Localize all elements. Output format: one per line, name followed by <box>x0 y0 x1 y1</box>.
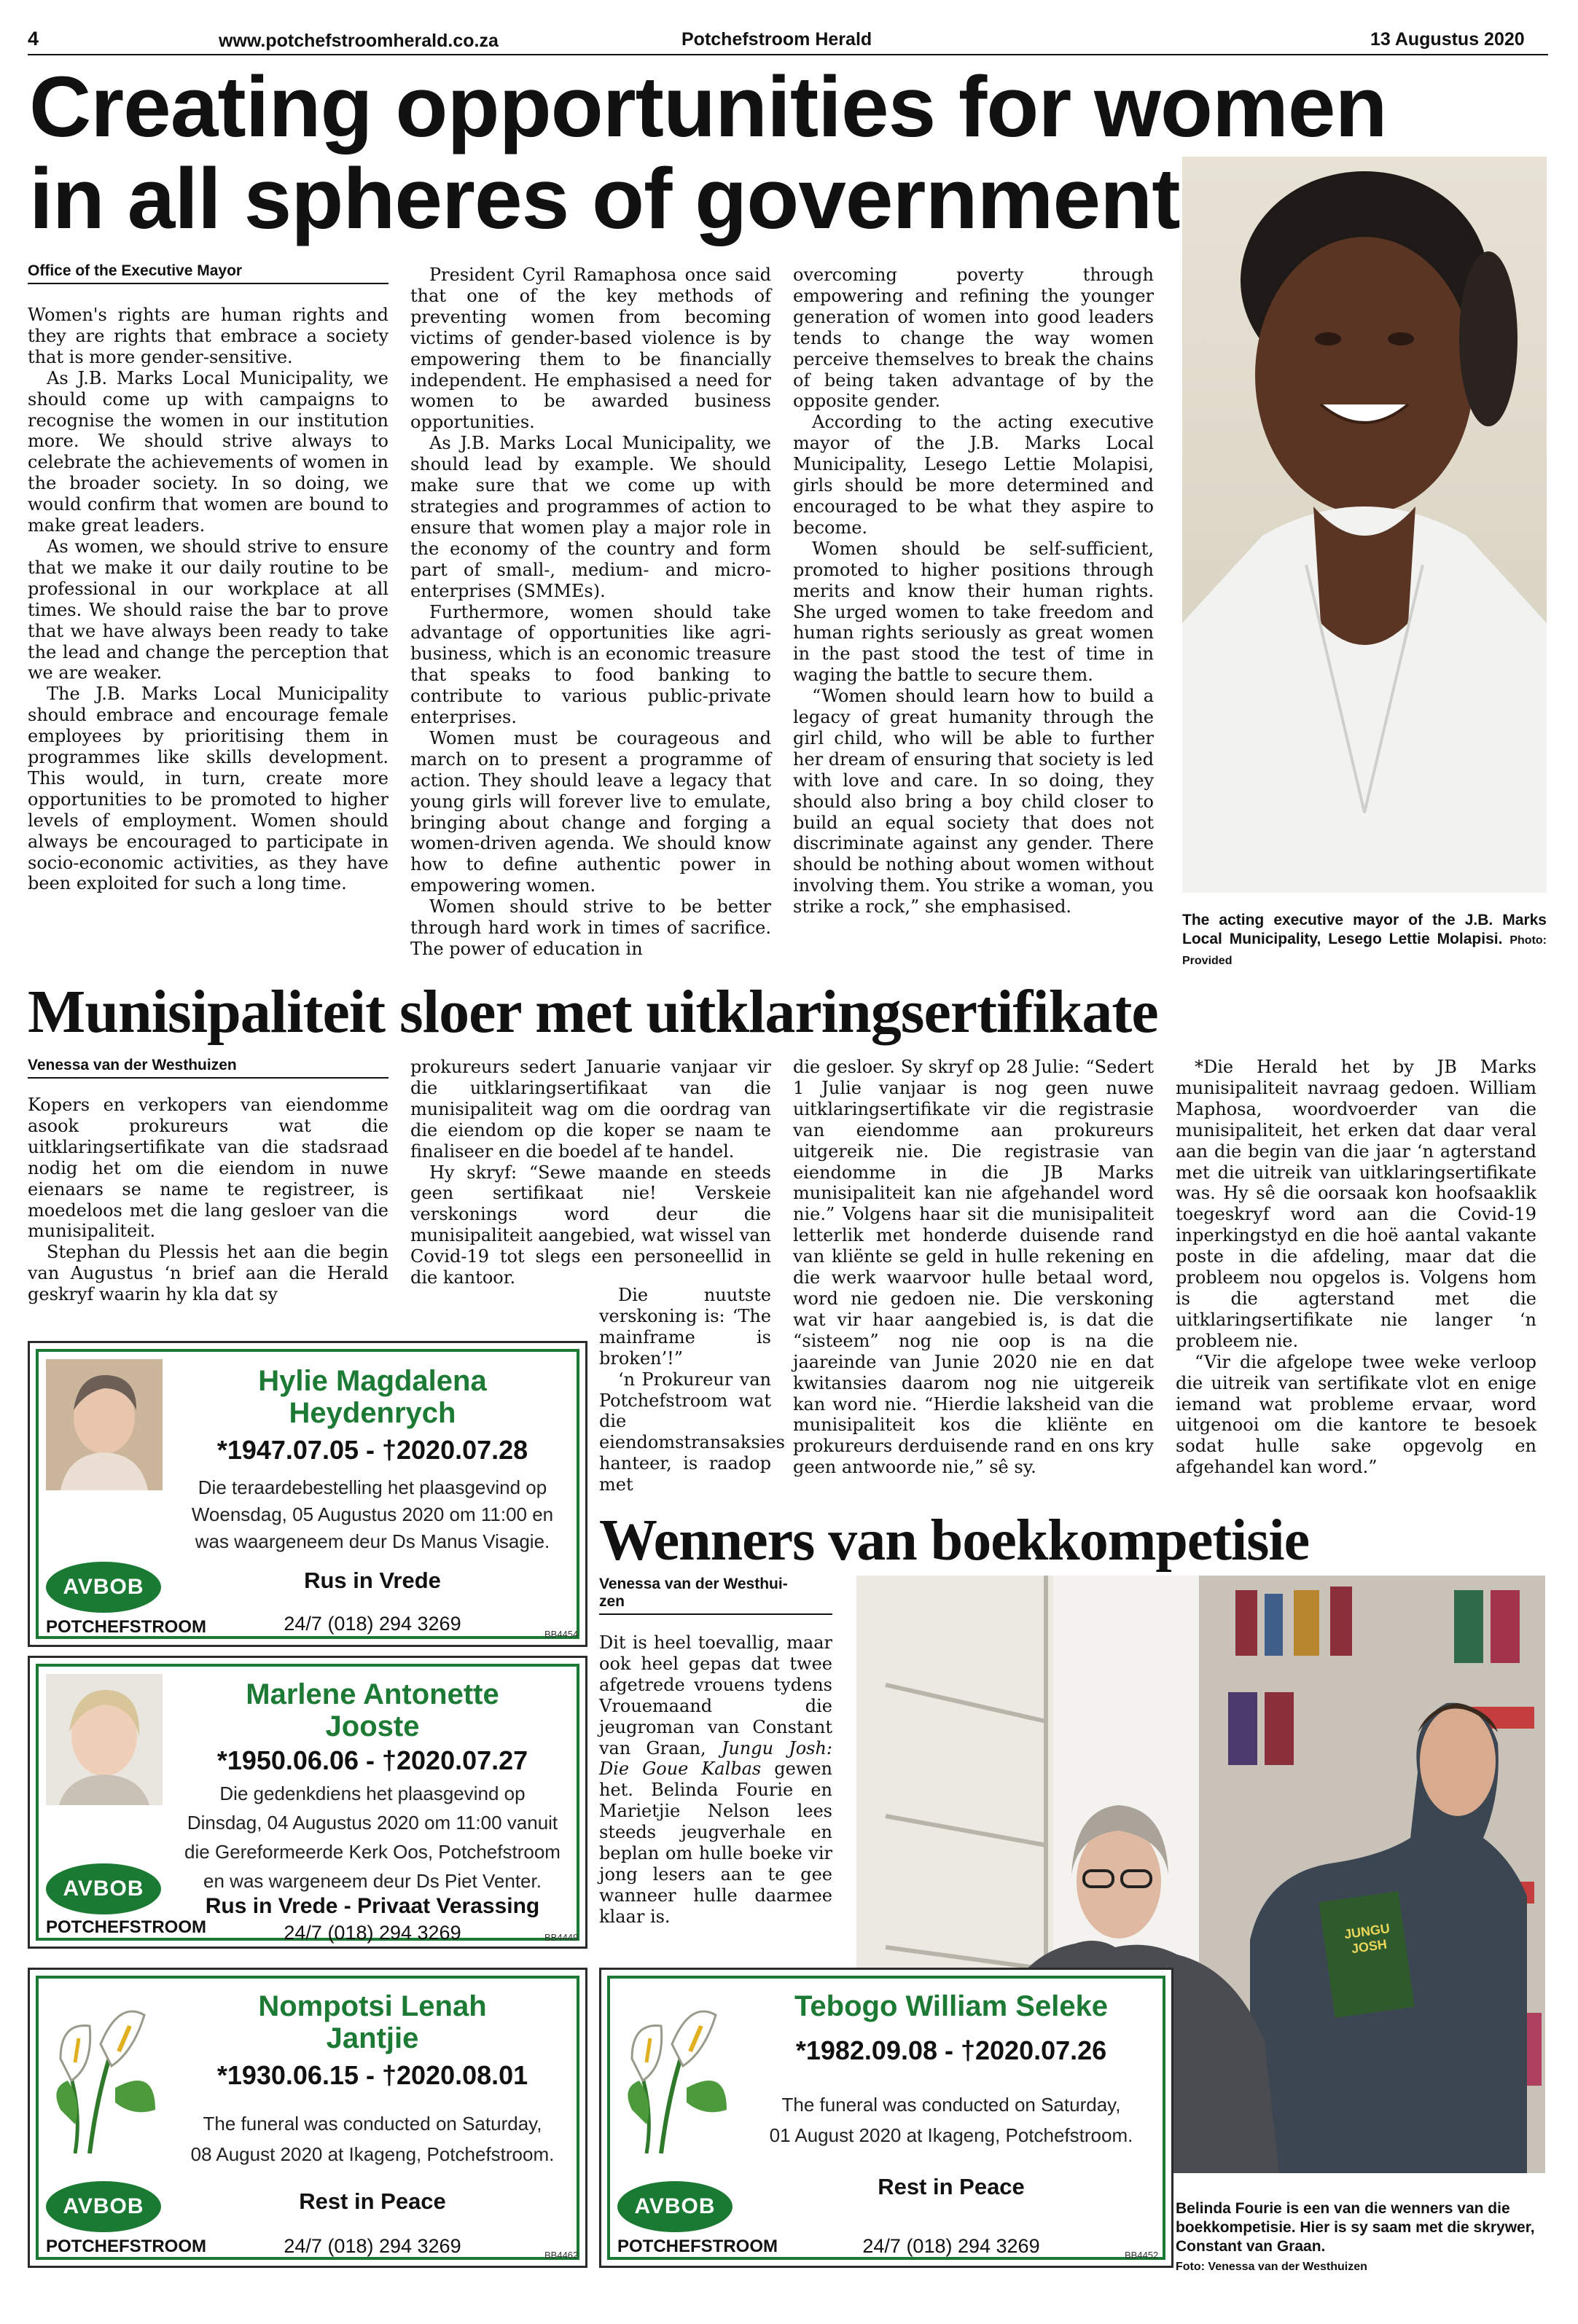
phone-number: 24/7 (018) 294 3269 <box>284 1922 461 1944</box>
paragraph: Women should be self-sufficient, promoted to higher positions through merits and know their human rights. She urged women to take freedom and human rights seriously as great women in the past stood the test of time in waging the battle to secure them. <box>793 538 1154 686</box>
article1-col1 <box>28 305 388 894</box>
article2-headline: Munisipaliteit sloer met uitklaringsertifikate <box>28 978 1158 1046</box>
paragraph: As J.B. Marks Local Municipality, we should come up with campaigns to recognise the women in our institution more. We should strive always to celebrate the achievements of women in the broader society. In so doing, we would confirm that women are bound to make great leaders. <box>28 367 388 536</box>
article2-col2-continued <box>599 1285 785 1495</box>
article2-col4 <box>1176 1057 1536 1478</box>
name-line2: Jantjie <box>326 2022 419 2054</box>
article3-caption <box>1176 2199 1540 2277</box>
service-line: was waargeneem deur Ds Manus Visagie. <box>195 1530 550 1552</box>
paragraph: Women should strive to be better through hard work in times of sacrifice. The power of education in <box>410 896 771 959</box>
article2-col1 <box>28 1095 388 1305</box>
paper-name: Potchefstroom Herald <box>681 29 872 50</box>
paragraph: ‘n Prokureur van Potchefstroom wat die eiendomstransaksies hanteer, is raadop met <box>599 1369 785 1495</box>
paragraph: “Women should learn how to build a legacy of great humanity through the girl child, who will be able to further her dream of ensuring that society is led with love and care. In so doing, they should also bring a boy child closer to build an equal society that does not discriminate against any gender. There should be nothing about women without involving them. You strike a woman, you strike a rock,” she emphasised. <box>793 686 1154 918</box>
paragraph: Hy skryf: “Sewe maande en steeds geen sertifikaat nie! Verskeie verskonings word deur die munisipaliteit aangebied, wat wissel van Covid-19 tot slegs een personeellid in die kantoor. <box>410 1162 771 1288</box>
paragraph: overcoming poverty through empowering and refining the younger generation of women into good leaders tends to change the way women perceive themselves to break the chains of being taken advantage of by the opposite gender. <box>793 265 1154 412</box>
portrait-photo <box>46 1674 163 1805</box>
rest-message: Rus in Vrede - Privaat Verassing <box>205 1894 540 1918</box>
service-line: 01 August 2020 at Ikageng, Potchefstroom. <box>769 2124 1133 2146</box>
paragraph: As women, we should strive to ensure that we make it our daily routine to be professional in our workplace at all times. We should raise the bar to prove that we have always been ready to take the lead and change the perception that we are weaker. <box>28 536 388 684</box>
lily-flower-image <box>46 1986 163 2153</box>
avbob-logo: AVBOB <box>46 1562 161 1613</box>
service-line: Dinsdag, 04 Augustus 2020 om 11:00 vanuit <box>187 1812 558 1834</box>
deceased-name <box>168 1990 577 2054</box>
ad-code: BB4462 <box>544 2250 579 2261</box>
website-url: www.potchefstroomherald.co.za <box>219 31 499 51</box>
phone-number: 24/7 (018) 294 3269 <box>284 1613 461 1635</box>
life-dates: *1930.06.15 - †2020.08.01 <box>216 2060 528 2090</box>
service-line: The funeral was conducted on Saturday, <box>203 2113 542 2135</box>
branch-city: POTCHEFSTROOM <box>46 1917 206 1937</box>
paragraph: As J.B. Marks Local Municipality, we should lead by example. We should make sure that we come up with strategies and programmes of action to ensure that women play a major role in the economy of the country and form part of small-, medium- and micro-enterprises (SMMEs). <box>410 433 771 601</box>
ad-code: BB4452 <box>1125 2250 1159 2261</box>
avbob-logo: AVBOB <box>46 1863 161 1914</box>
caption-text: Belinda Fourie is een van die wenners van die boekkompetisie. Hier is sy saam met die skrywer, Constant van Graan. <box>1176 2200 1535 2255</box>
death-notice <box>599 1968 1173 2268</box>
caption-credit: Photo: Provided <box>1182 934 1547 967</box>
paragraph: *Die Herald het by JB Marks munisipaliteit navraag gedoen. William Maphosa, woordvoerder van die munisipaliteit, het erken dat daar veral aan die begin van die jaar ‘n agterstand met die uitreik van uitklaringsertifikate was. Hy sê die oorsaak kon hoofsaaklik toegeskryf word aan die Covid-19 inperkingstyd en die hoë aantal vakante poste in die afdeling, maar dat die probleem nou opgelos is. Volgens hom is die agterstand met die uitklaringsertifikate nie langer ‘n probleem nie. <box>1176 1057 1536 1351</box>
article1-headline-line1: Creating opportunities for women <box>29 59 1387 155</box>
paragraph: “Vir die afgelope twee weke verloop die uitreik van sertifikate vlot en enige iemand wat probleme ervaar, word uitgenooi om die kantore te besoek sodat hulle sake opgevolg en afgehandel kan word.” <box>1176 1351 1536 1478</box>
deceased-name <box>740 1990 1163 2022</box>
portrait-illustration <box>46 1674 163 1805</box>
service-details <box>168 1474 577 1555</box>
name-line1: Hylie Magdalena <box>258 1365 487 1397</box>
death-notice <box>28 1656 587 1949</box>
article2-byline: Venessa van der Westhuizen <box>28 1057 388 1079</box>
deceased-name <box>168 1365 577 1429</box>
article3-headline: Wenners van boekkompetisie <box>599 1509 1310 1573</box>
service-line: Die gedenkdiens het plaasgevind op <box>219 1783 526 1804</box>
name-line2: Jooste <box>325 1710 420 1742</box>
service-line: en was wargeneem deur Ds Piet Venter. <box>203 1870 542 1892</box>
phone-number: 24/7 (018) 294 3269 <box>862 2235 1040 2257</box>
caption-credit: Foto: Venessa van der Westhuizen <box>1176 2261 1367 2273</box>
paragraph: Women's rights are human rights and they are rights that embrace a society that is more gender-sensitive. <box>28 305 388 367</box>
name-line1: Marlene Antonette <box>246 1678 499 1710</box>
name-line1: Nompotsi Lenah <box>258 1990 487 2022</box>
avbob-logo: AVBOB <box>617 2181 733 2232</box>
paragraph: Die nuutste verskoning is: ‘The mainframe is broken’!” <box>599 1285 771 1369</box>
service-line: Die teraardebestelling het plaasgevind op <box>198 1476 547 1498</box>
article2-col3 <box>793 1057 1154 1478</box>
rest-message: Rest in Peace <box>299 2188 446 2214</box>
lily-flower-illustration <box>617 1986 734 2153</box>
mayor-portrait-photo <box>1182 157 1547 893</box>
name-line1: Tebogo William Seleke <box>794 1990 1109 2022</box>
article1-col3 <box>793 265 1154 918</box>
death-notice <box>28 1341 587 1647</box>
paragraph: Kopers en verkopers van eiendomme asook prokureurs wat die uitklaringsertifikate van die stadsraad nodig het om die eiendom in nuwe eienaars se name te registreer, is moedeloos met die lang gesloer van die munisipaliteit. <box>28 1095 388 1242</box>
mayor-portrait-illustration <box>1182 157 1547 893</box>
service-details <box>168 1779 577 1895</box>
rest-message: Rest in Peace <box>878 2174 1025 2199</box>
service-line: The funeral was conducted on Saturday, <box>781 2094 1121 2116</box>
life-dates: *1982.09.08 - †2020.07.26 <box>795 2035 1107 2065</box>
service-line: 08 August 2020 at Ikageng, Potchefstroom. <box>190 2143 555 2165</box>
life-dates: *1947.07.05 - †2020.07.28 <box>216 1435 528 1465</box>
body-after: gewen het. Belinda Fourie en Marietjie Nelson lees steeds jeugverhale en beplan om hulle boeke vir jong lesers aan te gee wanneer hulle daarmee klaar is. <box>599 1758 832 1927</box>
paragraph: President Cyril Ramaphosa once said that one of the key methods of preventing women from becoming victims of gender-based violence is by empowering them to be financially independent. He emphasised a need for women to be awarded business opportunities. <box>410 265 771 433</box>
issue-date: 13 Augustus 2020 <box>1370 29 1525 50</box>
article1-byline: Office of the Executive Mayor <box>28 262 388 284</box>
paragraph: Women must be courageous and march on to present a programme of action. They should leave a legacy that young girls will forever live to emulate, bringing about change and forging a women-driven agenda. We should know how to define authentic power in empowering women. <box>410 727 771 896</box>
article1-headline-line2: in all spheres of government <box>29 151 1180 247</box>
branch-city: POTCHEFSTROOM <box>46 1617 206 1637</box>
paragraph: die gesloer. Sy skryf op 28 Julie: “Sedert 1 Julie vanjaar is nog geen nuwe uitklaringsertifikate vir die registrasie van eiendomme aan prokureurs uitgereik nie. Die registrasie van eiendomme in die JB Marks munisipaliteit kan nie afgehandel word nie.” Volgens haar sit die munisipaliteit letterlik met honderde duisende rand van kliënte se geld in hulle rekening en die werk waarvoor hulle betaal word, word nie gedoen nie. Die verskoning wat vir haar aangebied is, is dat die “sisteem” nog nie oop is na die jaareinde van Junie 2020 nie en dat kwitansies daarom nog nie uitgereik kan word nie. “Hierdie laksheid van die munisipaliteit kos die kliënte en prokureurs derduisende rand en ons kry geen antwoorde nie,” sê sy. <box>793 1057 1154 1478</box>
name-line2: Heydenrych <box>289 1397 456 1429</box>
article3-byline <box>599 1576 832 1615</box>
header-rule <box>28 54 1548 55</box>
article3-body <box>599 1632 832 1928</box>
life-dates: *1950.06.06 - †2020.07.27 <box>216 1745 528 1775</box>
branch-city: POTCHEFSTROOM <box>46 2237 206 2256</box>
article1-caption <box>1182 911 1547 971</box>
branch-city: POTCHEFSTROOM <box>617 2237 778 2256</box>
caption-text: The acting executive mayor of the J.B. Marks Local Municipality, Lesego Lettie Molapisi. <box>1182 912 1547 947</box>
byline-line2: zen <box>599 1593 625 1610</box>
article1-col2 <box>410 265 771 960</box>
death-notice <box>28 1968 587 2268</box>
article2-col2 <box>410 1057 771 1288</box>
portrait-photo <box>46 1359 163 1490</box>
paragraph: Furthermore, women should take advantage of opportunities like agri-business, which is an economic treasure that speaks to food banking to contribute to various public-private enterprises. <box>410 601 771 728</box>
paragraph: Stephan du Plessis het aan die begin van Augustus ‘n brief aan die Herald geskryf waarin hy kla dat sy <box>28 1242 388 1305</box>
rest-message: Rus in Vrede <box>304 1568 441 1593</box>
book-cover-title: JUNGU JOSH <box>1343 1920 1391 1957</box>
paragraph: prokureurs sedert Januarie vanjaar vir die uitklaringsertifikaat van die munisipaliteit wag om die oordrag van die eiendom op die koper se naam te finaliseer en die boedel af te handel. <box>410 1057 771 1162</box>
ad-code: BB4454 <box>544 1629 579 1640</box>
service-details <box>168 2108 577 2170</box>
book-title: Jungu Josh: Die Goue Kalbas <box>599 1737 832 1780</box>
paragraph <box>599 1632 832 1928</box>
portrait-illustration <box>46 1359 163 1490</box>
service-line: Woensdag, 05 Augustus 2020 om 11:00 en <box>191 1503 554 1525</box>
page-number: 4 <box>28 28 39 50</box>
service-details <box>740 2089 1163 2151</box>
avbob-logo: AVBOB <box>46 2181 161 2232</box>
ad-code: BB4449 <box>544 1932 579 1943</box>
lily-flower-image <box>617 1986 734 2153</box>
byline-line1: Venessa van der Westhui- <box>599 1576 788 1592</box>
deceased-name <box>168 1678 577 1742</box>
body-before: Dit is heel toevallig, maar ook heel gepas dat twee afgetrede vrouens tydens Vrouemaand die jeugroman van Constant van Graan, <box>599 1632 832 1758</box>
lily-flower-illustration <box>46 1986 163 2153</box>
phone-number: 24/7 (018) 294 3269 <box>284 2235 461 2257</box>
paragraph: According to the acting executive mayor of the J.B. Marks Local Municipality, Lesego Lettie Molapisi, girls should be more determined and encouraged to be what they aspire to become. <box>793 412 1154 538</box>
paragraph: The J.B. Marks Local Municipality should embrace and encourage female employees by prioritising them in programmes like skills development. This would, in turn, create more opportunities to be promoted to higher levels of employment. Women should always be encouraged to participate in socio-economic activities, as they have been exploited for such a long time. <box>28 684 388 894</box>
service-line: die Gereformeerde Kerk Oos, Potchefstroom <box>184 1841 560 1863</box>
